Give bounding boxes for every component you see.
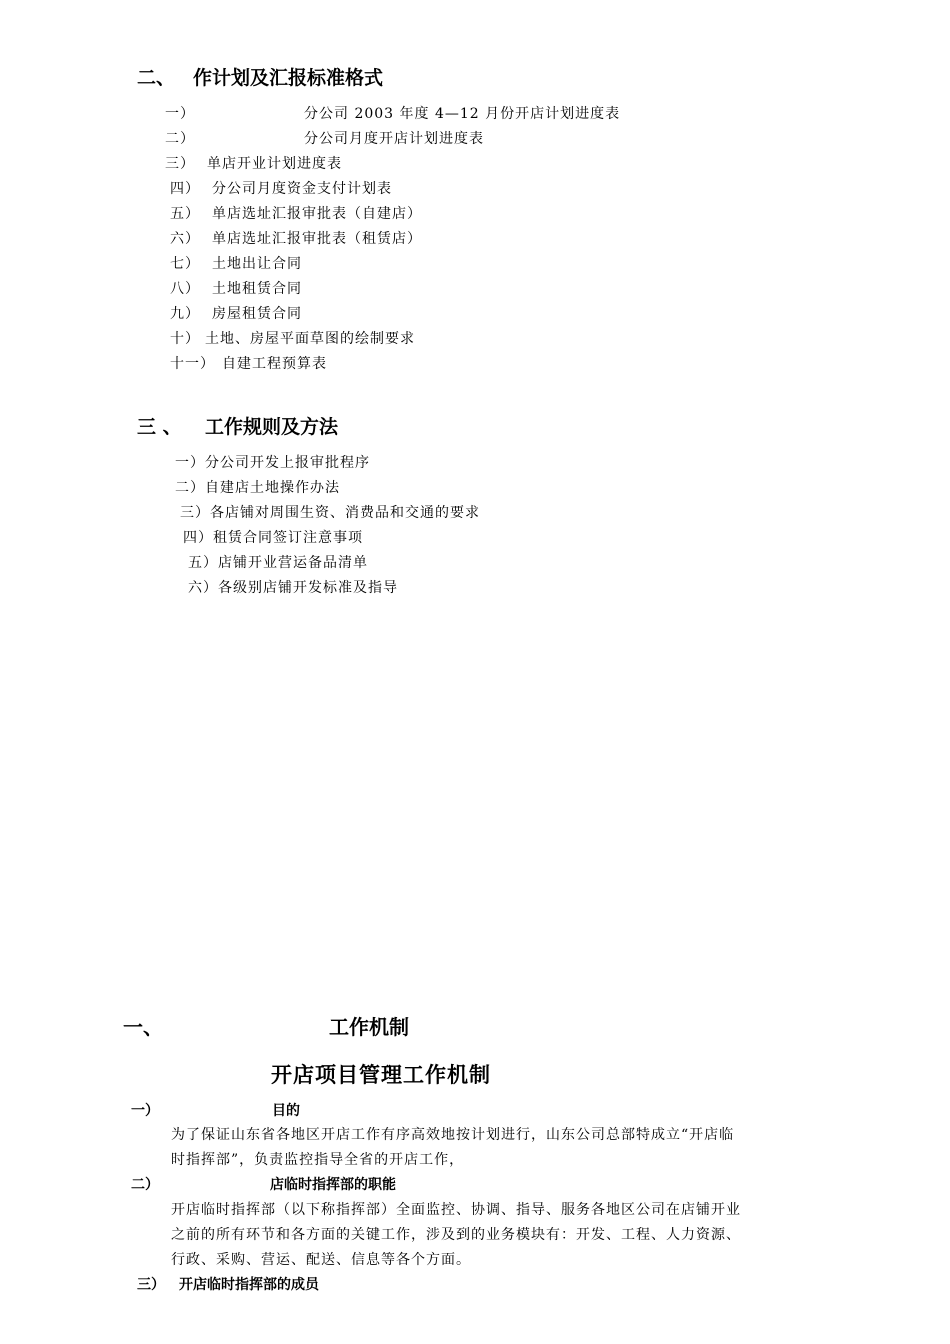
subsection-title: 店临时指挥部的职能 bbox=[270, 1177, 396, 1193]
subsection-number: 二） bbox=[131, 1177, 159, 1193]
list-item-text: 分公司 2003 年度 4—12 月份开店计划进度表 bbox=[304, 106, 621, 122]
section3-title: 工作规则及方法 bbox=[205, 416, 339, 438]
list-item-number: 十） bbox=[170, 331, 200, 347]
section2-number: 二、 bbox=[137, 67, 176, 89]
subsection-number: 一） bbox=[131, 1103, 159, 1119]
list-item: 五）店铺开业营运备品清单 bbox=[188, 555, 368, 571]
list-item-text: 单店开业计划进度表 bbox=[207, 156, 342, 172]
paragraph-line: 为了保证山东省各地区开店工作有序高效地按计划进行，山东公司总部特成立“开店临 bbox=[171, 1127, 735, 1143]
list-item: 一）分公司开发上报审批程序 bbox=[175, 455, 370, 471]
list-item-number: 一） bbox=[165, 106, 195, 122]
paragraph-line: 之前的所有环节和各方面的关键工作，涉及到的业务模块有：开发、工程、人力资源、 bbox=[171, 1227, 741, 1243]
paragraph-line: 开店临时指挥部（以下称指挥部）全面监控、协调、指导、服务各地区公司在店铺开业 bbox=[171, 1202, 741, 1218]
document-title: 开店项目管理工作机制 bbox=[271, 1063, 491, 1087]
list-item-text: 土地出让合同 bbox=[212, 256, 302, 272]
list-item-number: 四） bbox=[170, 181, 200, 197]
list-item-number: 二） bbox=[165, 131, 195, 147]
paragraph-line: 行政、采购、营运、配送、信息等各个方面。 bbox=[171, 1252, 471, 1268]
section2-title: 作计划及汇报标准格式 bbox=[193, 67, 384, 89]
subsection-title: 目的 bbox=[272, 1103, 300, 1119]
list-item: 四）租赁合同签订注意事项 bbox=[183, 530, 363, 546]
list-item-number: 三） bbox=[165, 156, 195, 172]
section3-number: 三 、 bbox=[137, 416, 182, 438]
list-item-number: 六） bbox=[170, 231, 200, 247]
subsection-number: 三） bbox=[137, 1277, 165, 1293]
list-item-text: 土地、房屋平面草图的绘制要求 bbox=[205, 331, 415, 347]
list-item-text: 单店选址汇报审批表（租赁店） bbox=[212, 231, 422, 247]
section1-title: 工作机制 bbox=[329, 1015, 409, 1039]
list-item-number: 五） bbox=[170, 206, 200, 222]
list-item-text: 自建工程预算表 bbox=[222, 356, 327, 372]
list-item: 二）自建店土地操作办法 bbox=[175, 480, 340, 496]
list-item-text: 分公司月度资金支付计划表 bbox=[212, 181, 392, 197]
list-item-text: 房屋租赁合同 bbox=[212, 306, 302, 322]
list-item-number: 八） bbox=[170, 281, 200, 297]
list-item-text: 土地租赁合同 bbox=[212, 281, 302, 297]
list-item: 三）各店铺对周围生资、消费品和交通的要求 bbox=[180, 505, 480, 521]
subsection-title: 开店临时指挥部的成员 bbox=[179, 1277, 319, 1293]
list-item-number: 十一） bbox=[170, 356, 215, 372]
paragraph-line: 时指挥部”，负责监控指导全省的开店工作， bbox=[171, 1152, 465, 1168]
section1-number: 一、 bbox=[123, 1015, 163, 1039]
list-item-number: 七） bbox=[170, 256, 200, 272]
list-item-text: 单店选址汇报审批表（自建店） bbox=[212, 206, 422, 222]
list-item: 六）各级别店铺开发标准及指导 bbox=[188, 580, 398, 596]
list-item-number: 九） bbox=[170, 306, 200, 322]
list-item-text: 分公司月度开店计划进度表 bbox=[304, 131, 484, 147]
